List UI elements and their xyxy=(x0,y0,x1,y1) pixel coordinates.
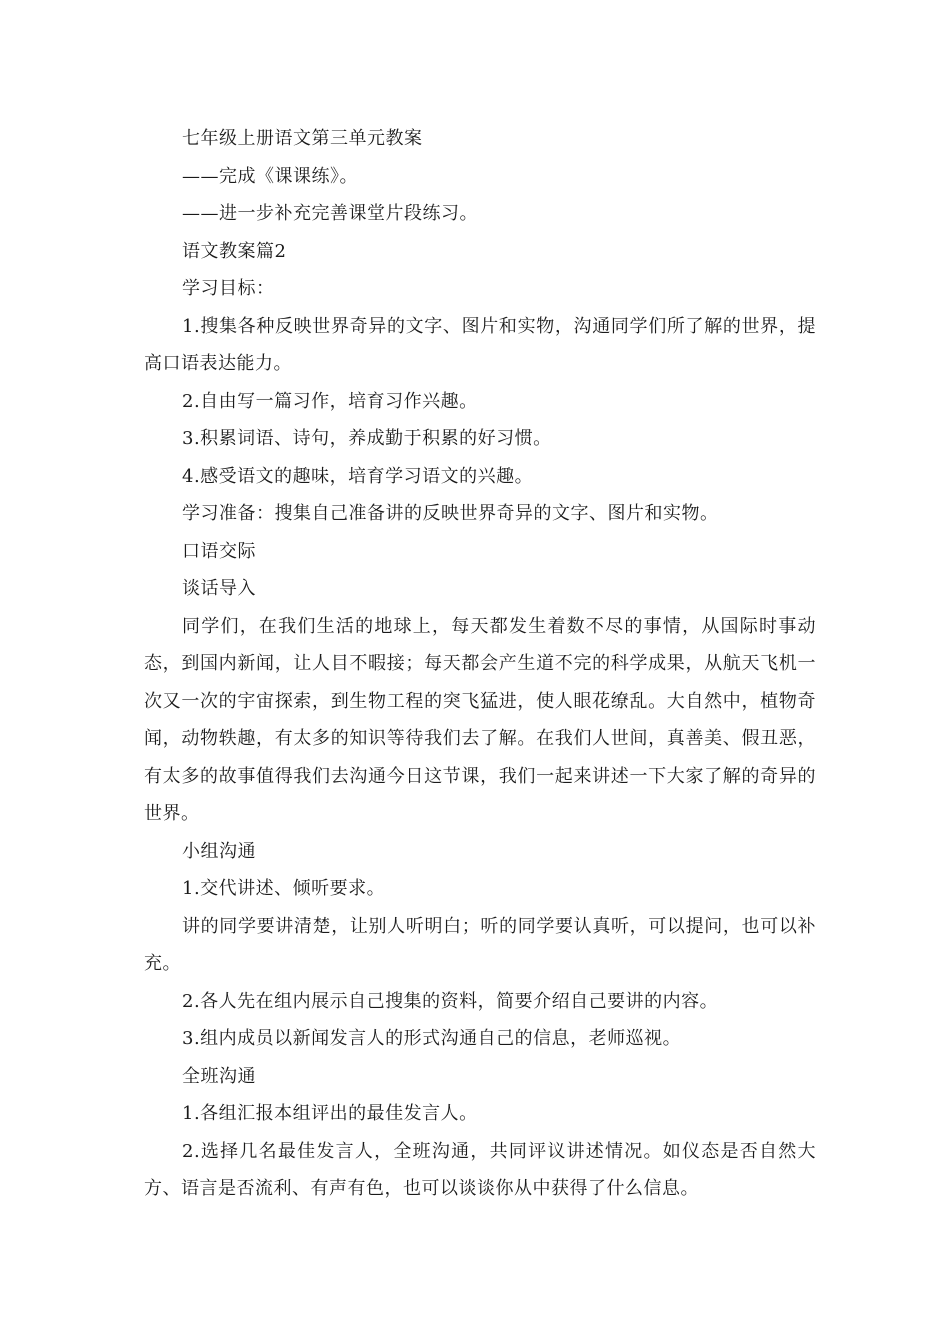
goal-item: 1.搜集各种反映世界奇异的文字、图片和实物，沟通同学们所了解的世界，提高口语表达能力。 xyxy=(144,315,816,374)
document-title: 七年级上册语文第三单元教案 xyxy=(182,128,423,149)
preparation-text: 学习准备：搜集自己准备讲的反映世界奇异的文字、图片和实物。 xyxy=(182,503,719,524)
section-heading: 小组沟通 xyxy=(182,840,256,862)
list-item: 3.组内成员以新闻发言人的形式沟通自己的信息，老师巡视。 xyxy=(182,1028,682,1049)
goal-item: 4.感受语文的趣味，培育学习语文的兴趣。 xyxy=(182,465,534,487)
text-line: ——完成《课课练》。 xyxy=(182,165,358,187)
goal-item: 3.积累词语、诗句，养成勤于积累的好习惯。 xyxy=(182,428,552,449)
goal-item: 2.自由写一篇习作，培育习作兴趣。 xyxy=(182,390,478,412)
list-item: 1.交代讲述、倾听要求。 xyxy=(182,878,386,899)
section-heading: 全班沟通 xyxy=(182,1065,256,1087)
text-line: ——进一步补充完善课堂片段练习。 xyxy=(182,203,478,224)
list-item-detail: 讲的同学要讲清楚，让别人听明白；听的同学要认真听，可以提问，也可以补充。 xyxy=(144,915,816,974)
list-item: 2.各人先在组内展示自己搜集的资料，简要介绍自己要讲的内容。 xyxy=(182,990,719,1012)
document-page xyxy=(144,120,816,1208)
list-item: 2.选择几名最佳发言人，全班沟通，共同评议讲述情况。如仪态是否自然大方、语言是否流利、有声有色，也可以谈谈你从中获得了什么信息。 xyxy=(144,1140,816,1199)
section-heading: 口语交际 xyxy=(182,540,256,562)
section-heading: 谈话导入 xyxy=(182,578,256,599)
section-heading: 语文教案篇2 xyxy=(182,240,287,262)
list-item: 1.各组汇报本组评出的最佳发言人。 xyxy=(182,1103,478,1124)
intro-paragraph: 同学们，在我们生活的地球上，每天都发生着数不尽的事情，从国际时事动态，到国内新闻，让人目不暇接；每天都会产生道不完的科学成果，从航天飞机一次又一次的宇宙探索，到生物工程的突飞猛进，使人眼花缭乱。大自然中，植物奇闻，动物轶趣，有太多的知识等待我们去了解。在我们人世间，真善美、假丑恶，有太多的故事值得我们去沟通今日这节课，我们一起来讲述一下大家了解的奇异的世界。 xyxy=(144,615,816,824)
section-heading: 学习目标： xyxy=(182,278,275,299)
